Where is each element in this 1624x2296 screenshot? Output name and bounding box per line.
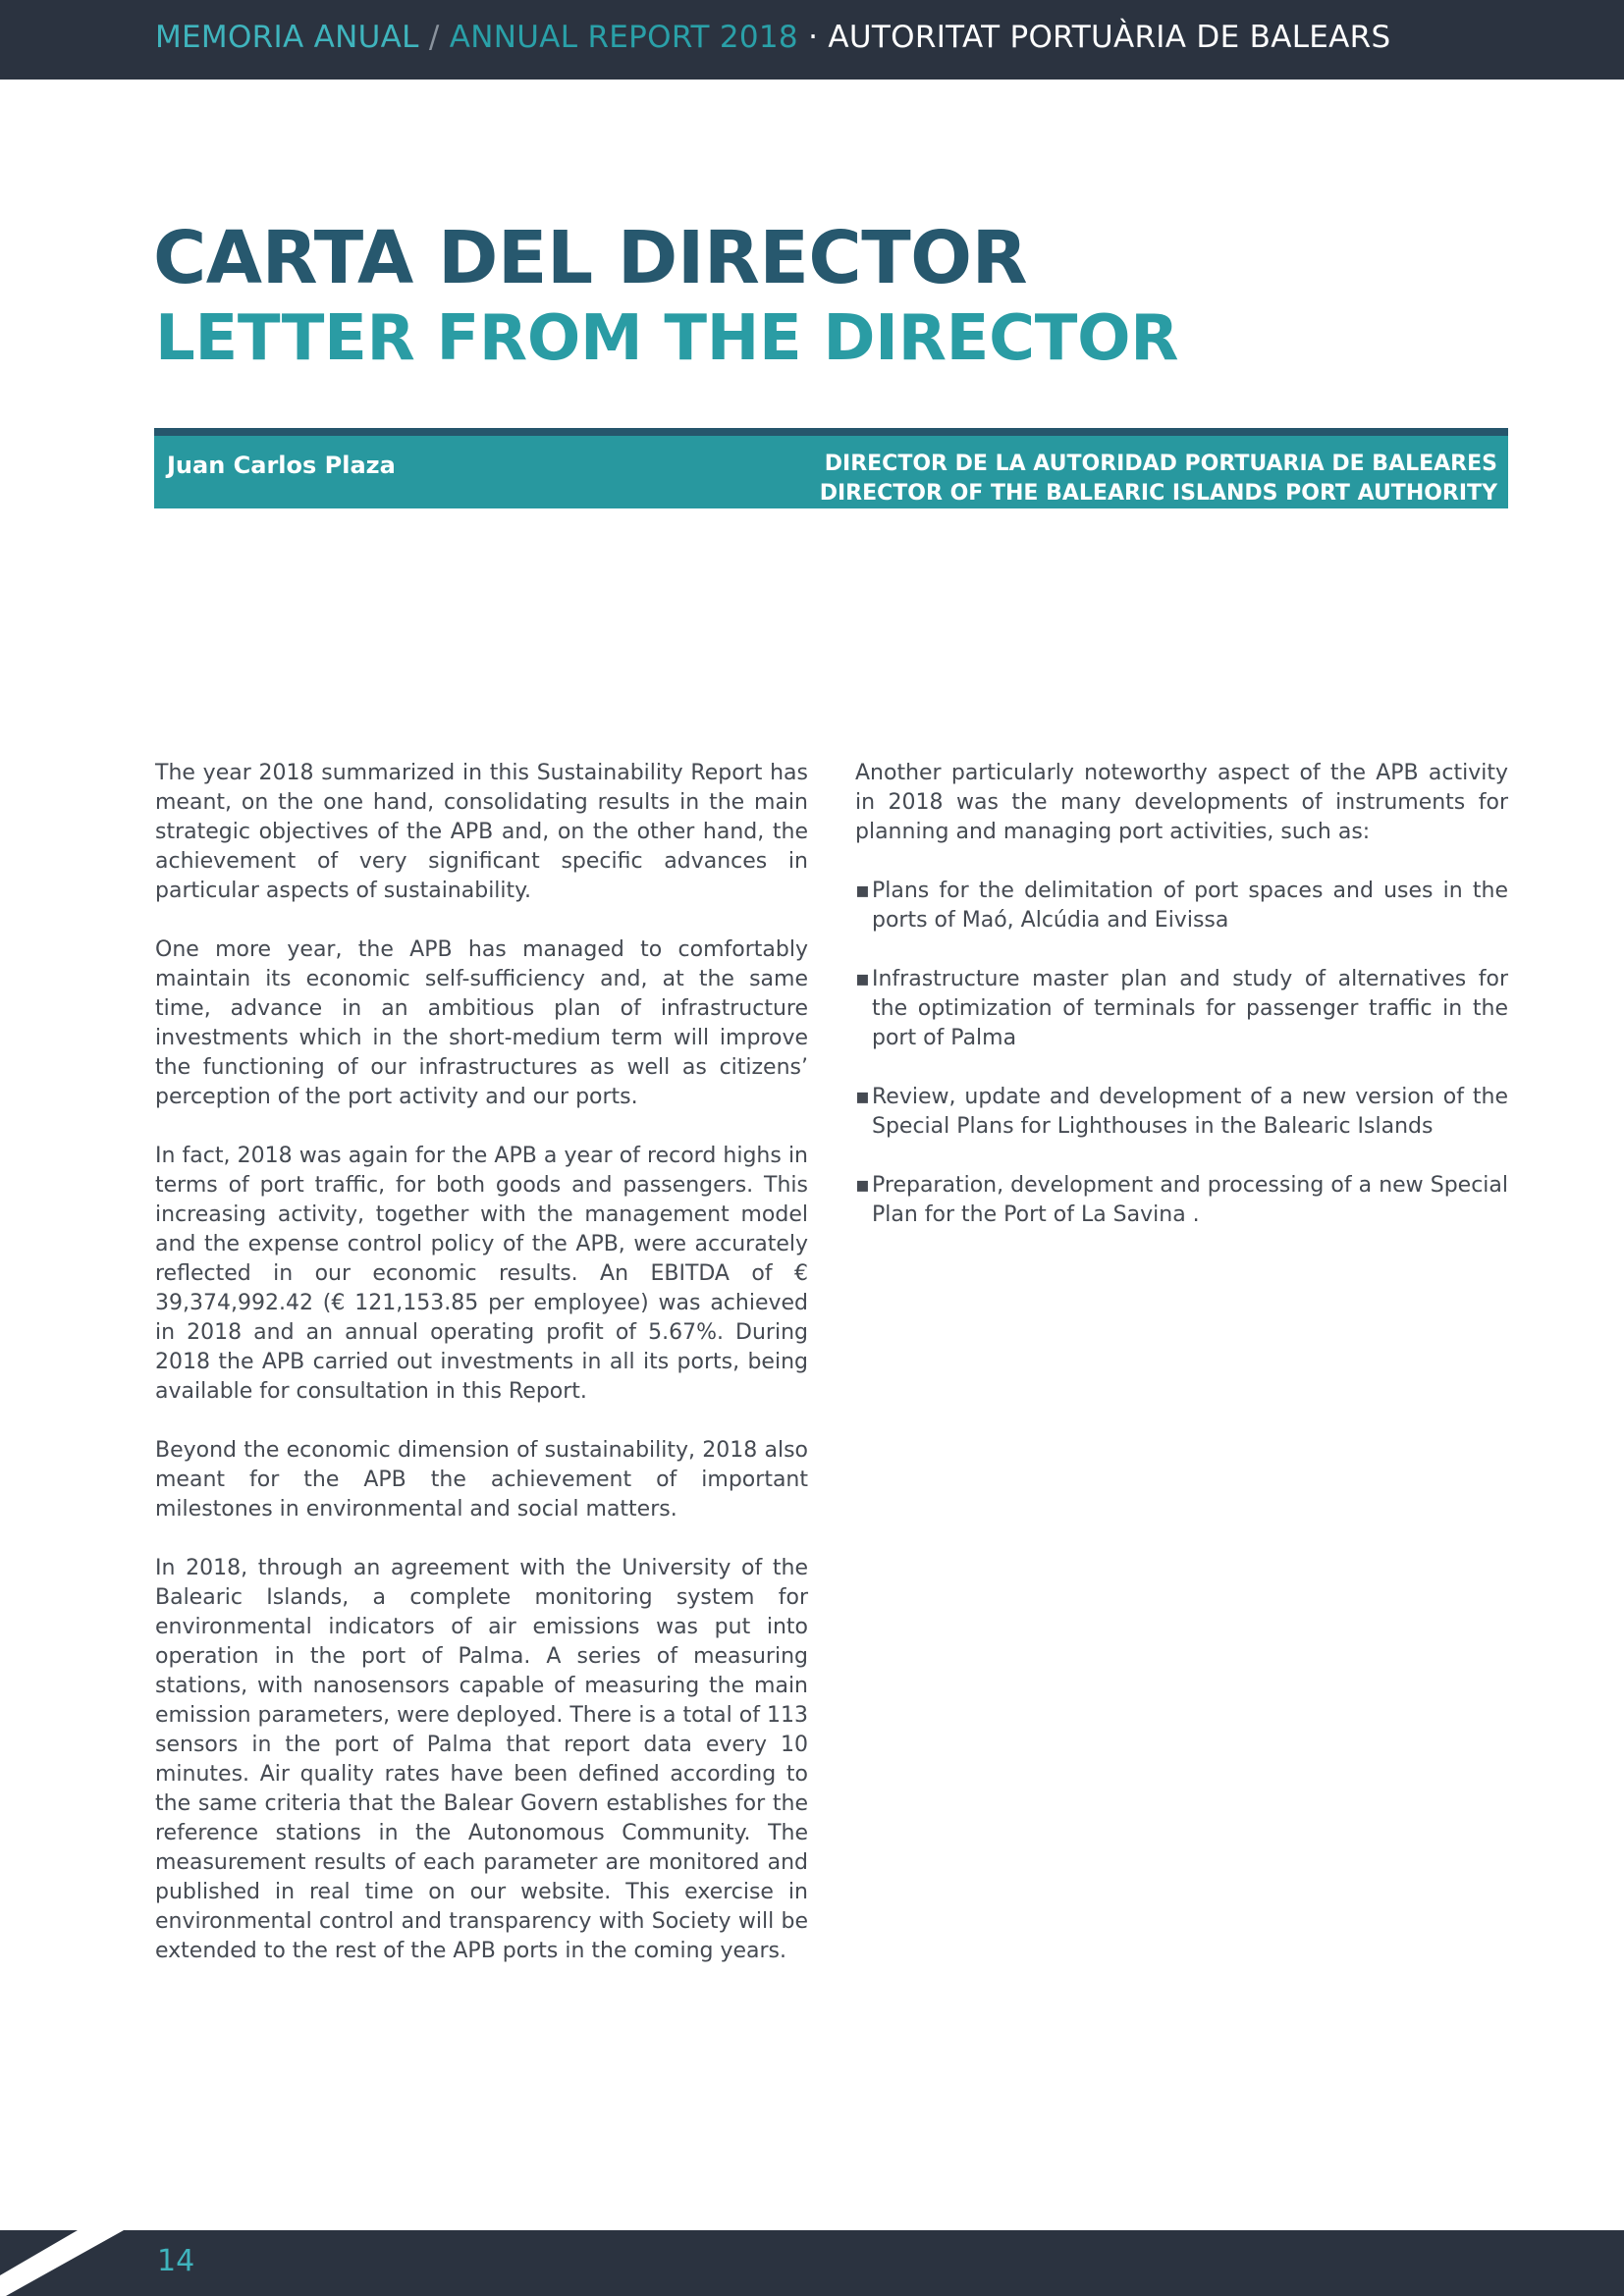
- paragraph-4: Beyond the economic dimension of sustainability, 2018 also meant for the APB the achievement of important milestones in environmental and social matters.: [155, 1438, 808, 1522]
- running-header: [155, 20, 1390, 55]
- list-item-text: Preparation, development and processing of a new Special Plan for the Port of La Savina .: [872, 1173, 1508, 1227]
- list-item-text: Plans for the delimitation of port spaces and uses in the ports of Maó, Alcúdia and Eivissa: [872, 879, 1508, 933]
- list-item-text: Review, update and development of a new version of the Special Plans for Lighthouses in the Balearic Islands: [872, 1085, 1508, 1139]
- header-memoria: MEMORIA ANUAL: [155, 20, 419, 55]
- list-item-text: Infrastructure master plan and study of alternatives for the optimization of terminals for passenger traffic in the port of Palma: [872, 967, 1508, 1050]
- bullet-icon: ▪: [855, 1085, 870, 1109]
- list-item: [855, 1171, 1508, 1230]
- paragraph-3: In fact, 2018 was again for the APB a year of record highs in terms of port traffic, for both goods and passengers. This increasing activity, together with the management model and the expense control policy of the APB, were accurately reflected in our economic results. An EBITDA of € 39,374,992.42 (€ 121,153.85 per employee) was achieved in 2018 and an annual operating profit of 5.67%. During 2018 the APB carried out investments in all its ports, being available for consultation in this Report.: [155, 1144, 808, 1404]
- footer-bar: [0, 2230, 1624, 2296]
- page-title-english: LETTER FROM THE DIRECTOR: [155, 302, 1179, 375]
- paragraph-2: One more year, the APB has managed to comfortably maintain its economic self-sufficiency and, at the same time, advance in an ambitious plan of infrastructure investments which in the short-medium term will improve the functioning of our infrastructures as well as citizens’ perception of the port activity and our ports.: [155, 937, 808, 1109]
- page-number: 14: [157, 2244, 195, 2278]
- author-band: [154, 428, 1508, 508]
- header-separator: /: [418, 20, 450, 55]
- body-column-right: [855, 759, 1508, 1259]
- page-title-spanish: CARTA DEL DIRECTOR: [153, 216, 1028, 300]
- bullet-icon: ▪: [855, 1173, 870, 1198]
- paragraph-1: The year 2018 summarized in this Sustainability Report has meant, on the one hand, consolidating results in the main strategic objectives of the APB and, on the other hand, the achievement of very significant specific advances in particular aspects of sustainability.: [155, 761, 808, 903]
- paragraph-6: Another particularly noteworthy aspect of the APB activity in 2018 was the many developments of instruments for planning and managing port activities, such as:: [855, 761, 1508, 844]
- header-year: 2018: [719, 20, 798, 55]
- bullet-icon: ▪: [855, 879, 870, 903]
- body-column-left: [155, 759, 808, 1996]
- list-item: [855, 965, 1508, 1053]
- bullet-list: [855, 877, 1508, 1230]
- list-item: [855, 1083, 1508, 1142]
- author-name: Juan Carlos Plaza: [167, 452, 396, 479]
- author-role-english: DIRECTOR OF THE BALEARIC ISLANDS PORT AUTHORITY: [819, 481, 1497, 506]
- header-annual-report: ANNUAL REPORT: [449, 20, 710, 55]
- header-bar: [0, 0, 1624, 80]
- list-item: [855, 877, 1508, 935]
- header-dot: ·: [797, 20, 829, 55]
- author-role: [820, 450, 1497, 508]
- author-role-spanish: DIRECTOR DE LA AUTORIDAD PORTUARIA DE BALEARES: [824, 452, 1497, 476]
- paragraph-5: In 2018, through an agreement with the University of the Balearic Islands, a complete monitoring system for environmental indicators of air emissions was put into operation in the port of Palma. A series of measuring stations, with nanosensors capable of measuring the main emission parameters, were deployed. There is a total of 113 sensors in the port of Palma that report data every 10 minutes. Air quality rates have been defined according to the same criteria that the Balear Govern establishes for the reference stations in the Autonomous Community. The measurement results of each parameter are monitored and published in real time on our website. This exercise in environmental control and transparency with Society will be extended to the rest of the APB ports in the coming years.: [155, 1556, 808, 1963]
- header-authority: AUTORITAT PORTUÀRIA DE BALEARS: [828, 20, 1391, 55]
- bullet-icon: ▪: [855, 967, 870, 991]
- diagonal-stripe-icon: [0, 2230, 137, 2296]
